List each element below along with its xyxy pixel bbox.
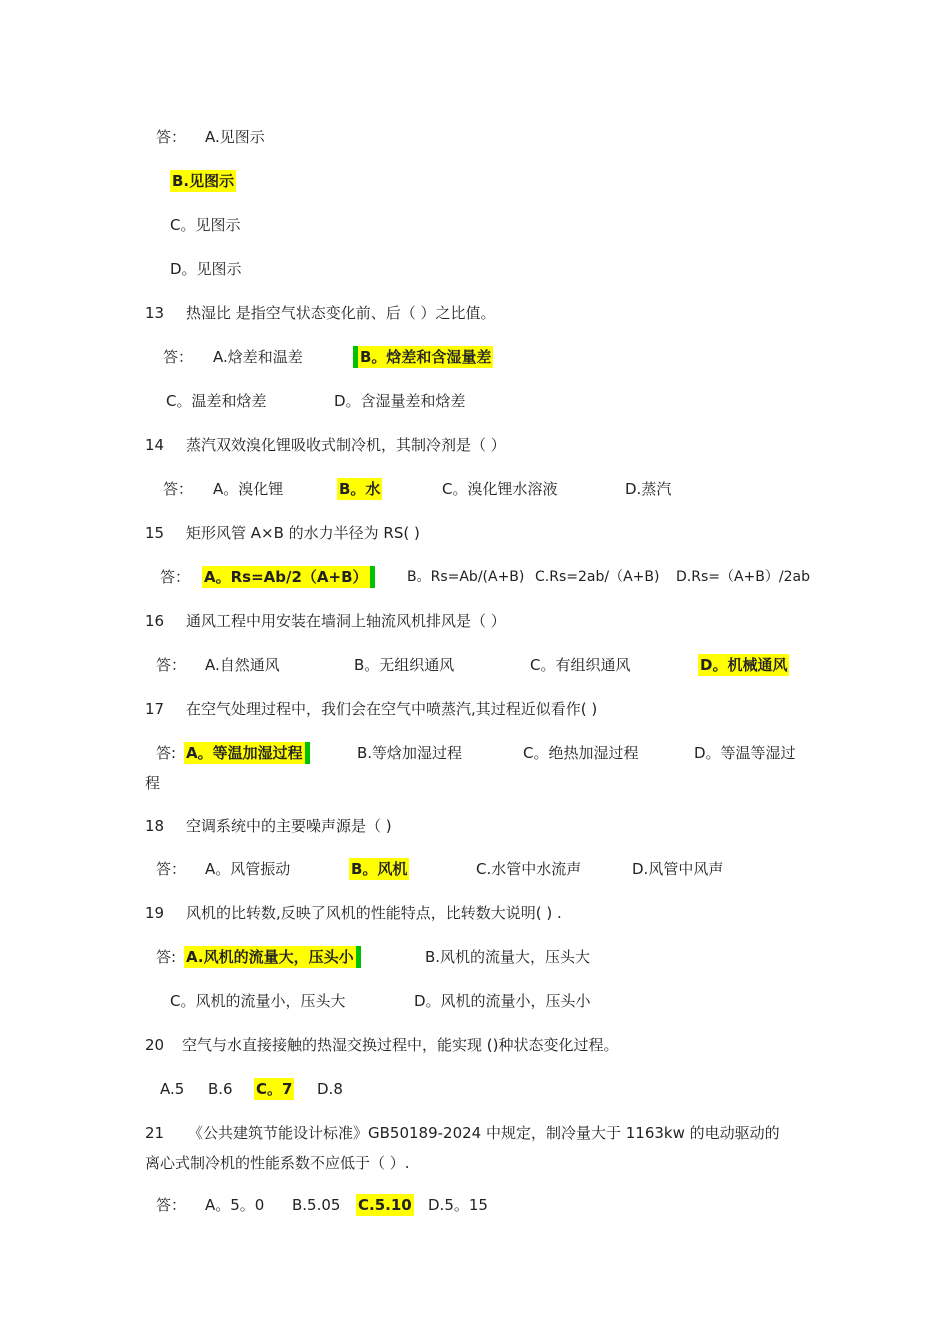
question-text: 蒸汽双效溴化锂吸收式制冷机，其制冷剂是（ ） [186,436,506,454]
question-text: 在空气处理过程中，我们会在空气中喷蒸汽,其过程近似看作( ) [186,700,598,718]
option-a-correct: A.风机的流量大，压头小 [184,946,361,968]
question-text: 风机的比转数,反映了风机的性能特点，比转数大说明( ) . [186,904,562,922]
option-a: A.自然通风 [205,656,280,674]
option-c: C。有组织通风 [530,656,631,674]
question-text: 矩形风管 A×B 的水力半径为 RS( ) [186,524,420,542]
answer-label: 答： [156,656,187,674]
question-text-line1: 《公共建筑节能设计标准》GB50189-2024 中规定，制冷量大于 1163kw 的电动驱动的 [188,1124,780,1142]
option-a: A。风管振动 [205,860,291,878]
question-text: 热湿比 是指空气状态变化前、后（ ）之比值。 [186,304,496,322]
option-d-correct: D。机械通风 [700,656,788,674]
option-c: C。风机的流量小，压头大 [170,992,346,1010]
option-b-correct: B。风机 [351,860,408,878]
option-b: B.5.05 [292,1196,341,1214]
question-number: 18 [145,817,165,835]
option-c-correct: C.5.10 [358,1196,412,1214]
option-a-correct: A。Rs=Ab/2（A+B） [202,566,375,588]
option-b: B.风机的流量大，压头大 [425,948,591,966]
question-text-line2: 离心式制冷机的性能系数不应低于（ ）. [145,1154,410,1172]
option-c: C.Rs=2ab/（A+B) [535,569,660,585]
option-c: C。见图示 [170,216,241,234]
option-c: C。溴化锂水溶液 [442,480,558,498]
question-number: 16 [145,612,165,630]
answer-label: 答: [156,744,177,762]
option-b: B。Rs=Ab/(A+B) [407,569,525,585]
option-d-wrap: 程 [145,774,161,792]
question-number: 21 [145,1124,165,1142]
option-b: B。无组织通风 [354,656,455,674]
question-number: 13 [145,304,165,322]
question-text: 空调系统中的主要噪声源是（ ) [186,817,392,835]
option-a: A.5 [160,1080,185,1098]
option-c-correct: C。7 [256,1080,293,1098]
option-c: C。绝热加湿过程 [523,744,639,762]
option-d: D。等温等湿过 [694,744,796,762]
question-number: 14 [145,436,165,454]
answer-label: 答： [156,1196,187,1214]
option-b-correct: B.见图示 [172,172,235,190]
answer-label: 答： [163,348,194,366]
answer-label: 答： [163,480,194,498]
option-d: D。见图示 [170,260,242,278]
option-b-correct: B。水 [339,480,381,498]
answer-label: 答： [156,860,187,878]
option-b: B.等焓加湿过程 [357,744,463,762]
option-d: D。含湿量差和焓差 [334,392,466,410]
option-d: D.Rs=（A+B）/2ab [676,569,810,585]
option-a: A.见图示 [205,128,265,146]
question-number: 19 [145,904,165,922]
option-d: D.5。15 [428,1196,488,1214]
question-text: 通风工程中用安装在墙洞上轴流风机排风是（ ） [186,612,506,630]
option-d: D.蒸汽 [625,480,672,498]
option-a: A。溴化锂 [213,480,284,498]
option-b-correct: B。焓差和含湿量差 [353,346,493,368]
answer-label: 答： [160,568,191,586]
answer-label: 答： [156,128,187,146]
option-d: D。风机的流量小，压头小 [414,992,591,1010]
question-text: 空气与水直接接触的热湿交换过程中，能实现 ()种状态变化过程。 [182,1036,619,1054]
option-c: C.水管中水流声 [476,860,582,878]
option-a: A。5。0 [205,1196,265,1214]
option-a: A.焓差和温差 [213,348,303,366]
option-b: B.6 [208,1080,233,1098]
question-number: 20 [145,1036,165,1054]
option-a-correct: A。等温加湿过程 [184,742,310,764]
answer-label: 答: [156,948,177,966]
option-c: C。温差和焓差 [166,392,267,410]
option-d: D.8 [317,1080,343,1098]
question-number: 17 [145,700,165,718]
option-d: D.风管中风声 [632,860,724,878]
question-number: 15 [145,524,165,542]
